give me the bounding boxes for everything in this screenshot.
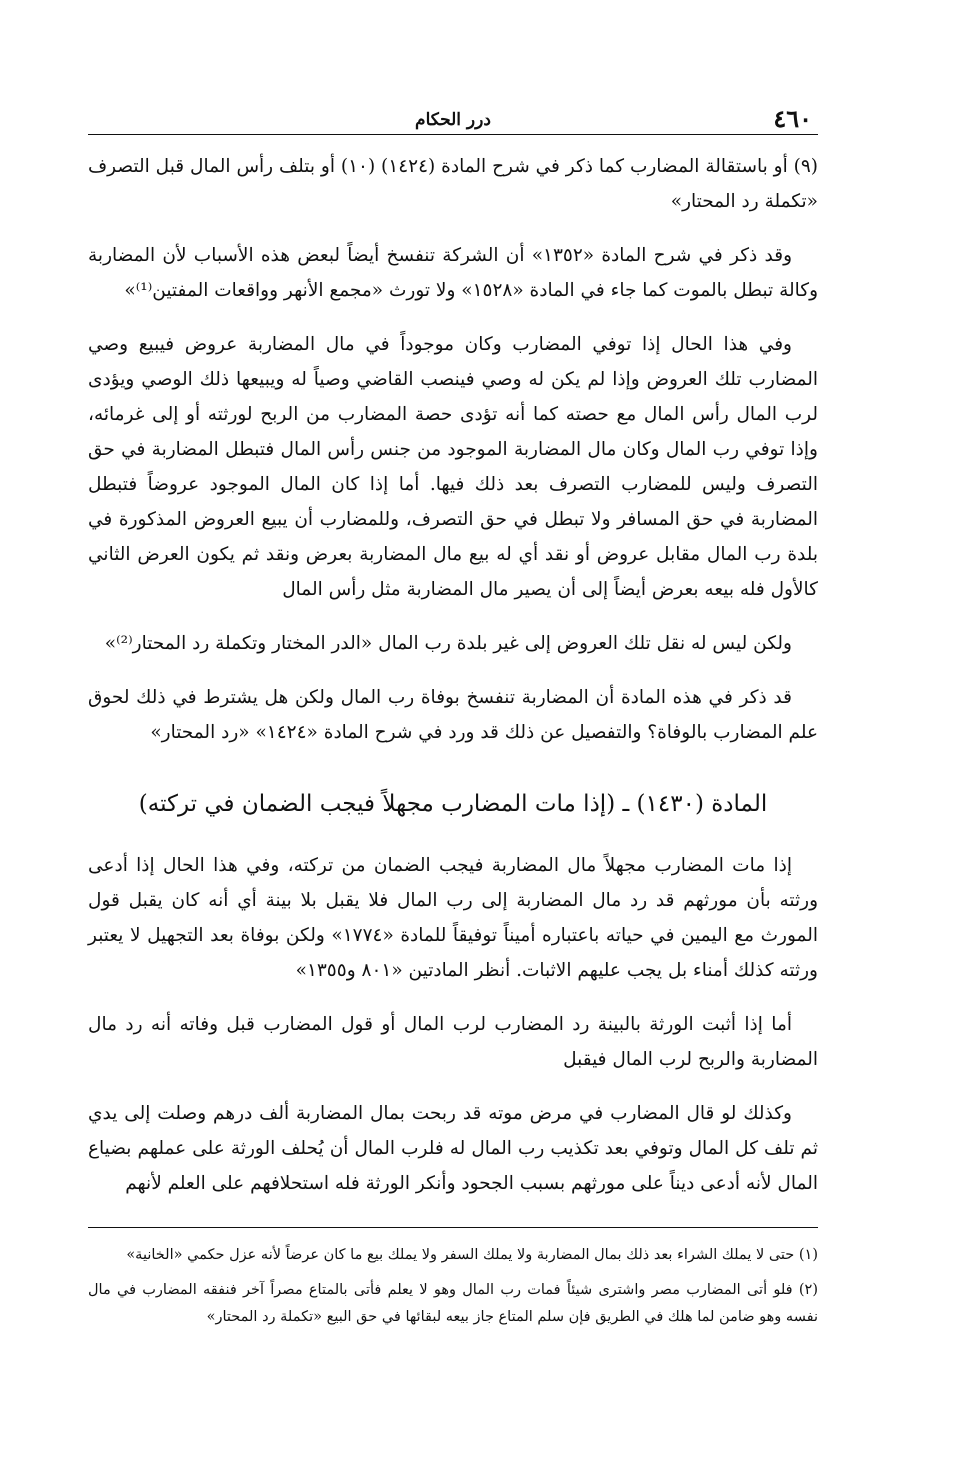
paragraph: ولكن ليس له نقل تلك العروض إلى غير بلدة رب المال «الدر المختار وتكملة رد المحتار⁽²⁾» — [104, 633, 792, 654]
footnote: (١) حتى لا يملك الشراء بعد ذلك بمال المضاربة ولا يملك السفر ولا يملك بيع ما كان عرضاً لأنه عزل حكمي «الخانية» — [126, 1247, 818, 1263]
paragraph: قد ذكر في هذه المادة أن المضاربة تنفسخ بوفاة رب المال ولكن هل يشترط في ذلك لحوق علم المضارب بالوفاة؟ والتفصيل عن ذلك قد ورد في شرح المادة «١٤٢٤» «رد المحتار» — [88, 687, 818, 743]
document-page — [88, 100, 818, 1339]
footnote-divider — [88, 1227, 818, 1228]
page-number: ٤٦٠ — [773, 104, 812, 133]
article-title: المادة (١٤٣٠) ـ (إذا مات المضارب مجهلاً فيجب الضمان في تركته) — [138, 791, 768, 817]
page-header — [88, 100, 818, 135]
paragraph: وقد ذكر في شرح المادة «١٣٥٢» أن الشركة تنفسخ أيضاً لبعض هذه الأسباب لأن المضاربة وكالة تبطل بالموت كما جاء في المادة «١٥٢٨» ولا تورث «مجمع الأنهر وواقعات المفتين⁽¹⁾» — [88, 245, 818, 301]
paragraph: (٩) أو باستقالة المضارب كما ذكر في شرح المادة (١٤٢٤) (١٠) أو بتلف رأس المال قبل التصرف «تكملة رد المحتار» — [88, 156, 818, 212]
footnote: (٢) فلو أتى المضارب مصر واشترى شيئاً فمات رب المال وهو لا يعلم فأتى بالمتاع مصراً آخر فنفقه المضارب في مال نفسه وهو ضامن لما هلك في الطريق فإن سلم المتاع جاز بيعه لبقائها في حق البيع «تكملة رد المحتار» — [88, 1282, 818, 1325]
paragraph: وفي هذا الحال إذا توفي المضارب وكان موجوداً في مال المضاربة عروض فيبيع وصي المضارب تلك العروض وإذا لم يكن له وصي فينصب القاضي وصياً له ويبيعها ذلك الوصي ويؤدى لرب المال رأس المال مع حصته كما أنه تؤدى حصة المضارب من الربح لورثته أو إلى غرمائه، وإذا توفي رب المال وكان مال المضاربة الموجود من جنس رأس المال فتبطل المضاربة في حق التصرف وليس للمضارب التصرف بعد ذلك فيها. أما إذا كان المال الموجود عروضاً فتبطل المضاربة في حق المسافر ولا تبطل في حق التصرف، وللمضارب أن يبيع العروض المذكورة في بلدة رب المال مقابل عروض أو نقد أي له بيع مال المضاربة بعرض ونقد ثم يكون العرض الثاني كالأول فله بيعه بعرض أيضاً إلى أن يصير مال المضاربة مثل رأس المال — [88, 334, 818, 600]
article-paragraph: أما إذا أثبت الورثة بالبينة رد المضارب لرب المال أو قول المضارب قبل وفاته أنه رد مال المضاربة والربح لرب المال فيقبل — [88, 1014, 818, 1070]
article-paragraph: وكذلك لو قال المضارب في مرض موته قد ربحت بمال المضاربة ألف درهم وصلت إلى يدي ثم تلف كل المال وتوفي بعد تكذيب رب المال له فلرب المال أن يُحلف الورثة على عملهم بضياع المال لأنه أدعى ديناً على مورثهم بسبب الجحود وأنكر الورثة فله استحلافهم على العلم لأنهم — [88, 1103, 818, 1194]
running-head: درر الحكام — [415, 110, 491, 130]
article-paragraph: إذا مات المضارب مجهلاً مال المضاربة فيجب الضمان من تركته، وفي هذا الحال إذا أدعى ورثته بأن مورثهم قد رد مال المضاربة إلى رب المال فلا يقبل بلا بينة أي أنه كان يقبل قول المورث مع اليمين في حياته باعتباره أميناً توفيقاً للمادة «١٧٧٤» ولكن بوفاة بعد التجهيل لا يعتبر ورثته كذلك أمناء بل يجب عليهم الاثبات. أنظر المادتين «٨٠١ و١٣٥٥» — [88, 855, 818, 981]
